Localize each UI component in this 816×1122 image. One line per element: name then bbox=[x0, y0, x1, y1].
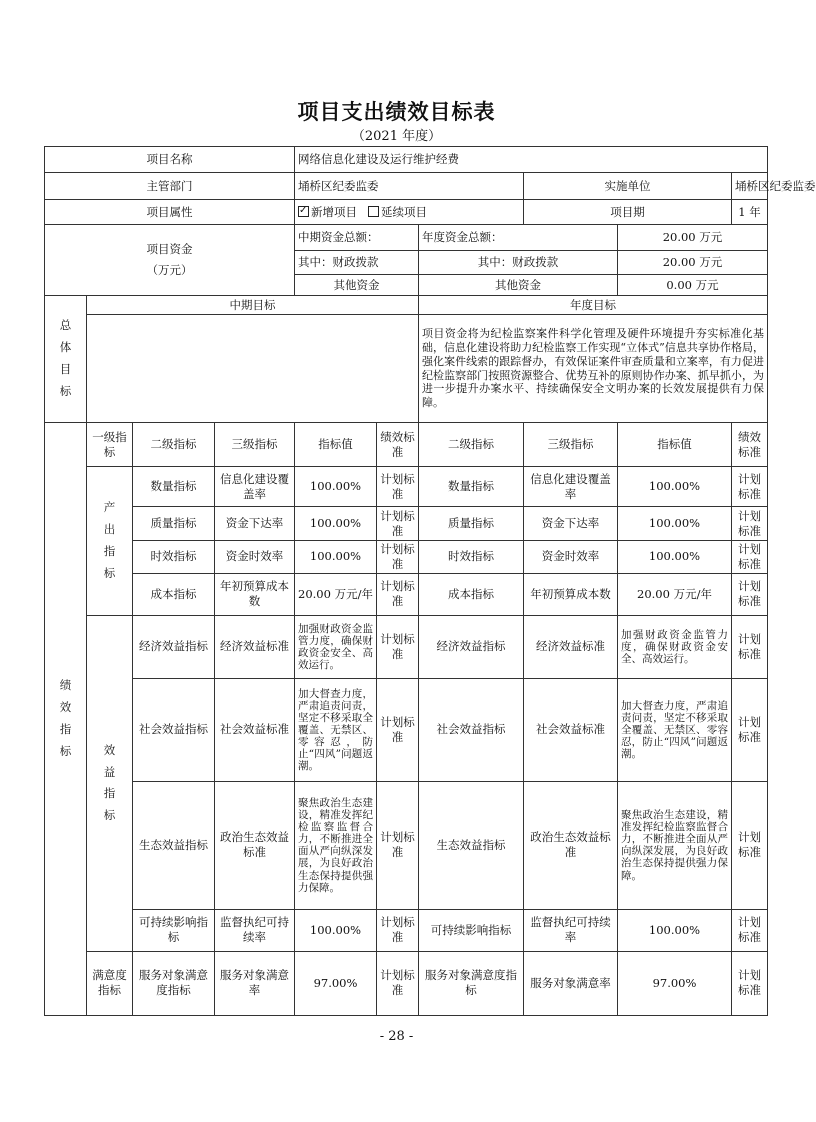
cell-l3-b: 监督执纪可持续率 bbox=[524, 909, 618, 951]
cell-std-b: 计划标准 bbox=[732, 951, 768, 1015]
header-standard-b: 绩效标准 bbox=[732, 423, 768, 467]
output-label-char: 标 bbox=[103, 565, 116, 580]
cell-value-b: 20.00 万元/年 bbox=[618, 573, 732, 615]
cell-l2: 生态效益指标 bbox=[133, 781, 215, 909]
output-label bbox=[87, 467, 133, 616]
attr-options bbox=[295, 200, 524, 225]
perf-label bbox=[45, 423, 87, 1016]
cell-value-b: 加强财政资金监管力度，确保财政资金安全、高效运行。 bbox=[618, 615, 732, 678]
goals-content-row bbox=[45, 315, 768, 423]
project-name-value: 网络信息化建设及运行维护经费 bbox=[295, 147, 768, 173]
header-standard: 绩效标准 bbox=[377, 423, 419, 467]
new-project-label: 新增项目 bbox=[311, 204, 357, 219]
output-label-char: 指 bbox=[103, 543, 116, 558]
perf-label-char: 标 bbox=[59, 743, 72, 758]
continue-project-checkbox[interactable] bbox=[368, 206, 379, 217]
goals-label-char: 标 bbox=[59, 383, 72, 398]
funds-label bbox=[45, 225, 295, 296]
dept-value: 埇桥区纪委监委 bbox=[295, 173, 524, 200]
table-row bbox=[45, 615, 768, 678]
cell-l2: 服务对象满意度指标 bbox=[133, 951, 215, 1015]
cell-value: 100.00% bbox=[295, 909, 377, 951]
output-label-char: 产 bbox=[103, 500, 116, 515]
cell-std-b: 计划标准 bbox=[732, 541, 768, 574]
cell-std: 计划标准 bbox=[377, 541, 419, 574]
cell-std-b: 计划标准 bbox=[732, 573, 768, 615]
cell-std: 计划标准 bbox=[377, 507, 419, 541]
cell-std: 计划标准 bbox=[377, 467, 419, 507]
cell-l2: 可持续影响指标 bbox=[133, 909, 215, 951]
funds-label-line2: （万元） bbox=[146, 263, 193, 277]
cell-std: 计划标准 bbox=[377, 781, 419, 909]
header-level3-b: 三级指标 bbox=[524, 423, 618, 467]
cell-std-b: 计划标准 bbox=[732, 678, 768, 781]
cell-l2: 数量指标 bbox=[133, 467, 215, 507]
attr-label: 项目属性 bbox=[45, 200, 295, 225]
cell-value-b: 100.00% bbox=[618, 541, 732, 574]
header-value: 指标值 bbox=[295, 423, 377, 467]
cell-value-b: 100.00% bbox=[618, 467, 732, 507]
cell-std: 计划标准 bbox=[377, 951, 419, 1015]
impl-label: 实施单位 bbox=[524, 173, 732, 200]
cell-l3: 监督执纪可持续率 bbox=[215, 909, 295, 951]
cell-std-b: 计划标准 bbox=[732, 467, 768, 507]
cell-l3: 年初预算成本数 bbox=[215, 573, 295, 615]
cell-l2-b: 质量指标 bbox=[419, 507, 524, 541]
project-name-label: 项目名称 bbox=[45, 147, 295, 173]
performance-table bbox=[44, 146, 816, 1016]
header-level2-b: 二级指标 bbox=[419, 423, 524, 467]
cell-l2-b: 经济效益指标 bbox=[419, 615, 524, 678]
cell-value-b: 聚焦政治生态建设，精准发挥纪检监察监督合力，不断推进全面从严向纵深发展，为良好政治生态保持提供强力保障。 bbox=[618, 781, 732, 909]
goals-label bbox=[45, 296, 87, 423]
cell-value: 97.00% bbox=[295, 951, 377, 1015]
perf-header-row bbox=[45, 423, 768, 467]
table-row bbox=[45, 541, 768, 574]
page-subtitle: （2021 年度） bbox=[351, 129, 442, 144]
cell-std-b: 计划标准 bbox=[732, 781, 768, 909]
table-row bbox=[45, 678, 768, 781]
benefit-label-char: 效 bbox=[103, 742, 116, 757]
cell-value: 加大督查力度，严肃追责问责，坚定不移采取全覆盖、无禁区、零容忍，防止“四风”问题返潮。 bbox=[295, 678, 377, 781]
cell-l3: 经济效益标准 bbox=[215, 615, 295, 678]
funds-total-row bbox=[45, 225, 768, 251]
perf-label-char: 指 bbox=[59, 721, 72, 736]
benefit-label-char: 指 bbox=[103, 786, 116, 801]
mid-goal-text bbox=[87, 315, 419, 423]
goals-label-char: 体 bbox=[59, 340, 72, 355]
header-level1: 一级指标 bbox=[87, 423, 133, 467]
mid-fiscal-label: 其中：财政拨款 bbox=[295, 251, 419, 275]
continue-project-label: 延续项目 bbox=[380, 204, 427, 219]
cell-l2: 社会效益指标 bbox=[133, 678, 215, 781]
cell-l3: 社会效益标准 bbox=[215, 678, 295, 781]
cell-value-b: 100.00% bbox=[618, 909, 732, 951]
funds-label-line1: 项目资金 bbox=[146, 242, 193, 257]
cell-value: 100.00% bbox=[295, 507, 377, 541]
cell-l2-b: 成本指标 bbox=[419, 573, 524, 615]
annual-other-label: 其他资金 bbox=[419, 275, 618, 296]
cell-std-b: 计划标准 bbox=[732, 507, 768, 541]
attr-row bbox=[45, 200, 768, 225]
output-label-char: 出 bbox=[103, 522, 116, 537]
goals-label-char: 总 bbox=[59, 318, 72, 333]
cell-l3-b: 信息化建设覆盖率 bbox=[524, 467, 618, 507]
table-row bbox=[45, 909, 768, 951]
annual-goal-text: 项目资金将为纪检监察案件科学化管理及硬件环境提升夯实标准化基础，信息化建设将助力纪检监察工作实现“立体式”信息共享协作格局，强化案件线索的跟踪督办，有效保证案件审查质量和立案率，有力促进纪检监察部门按照资源整合、优势互补的原则协作办案、抓早抓小，为进一步提升办案水平、持续确保安全文明办案的长效发展提供有力保障。 bbox=[419, 315, 768, 423]
page-title: 项目支出绩效目标表 bbox=[297, 100, 496, 124]
period-label: 项目期 bbox=[524, 200, 732, 225]
cell-l3: 信息化建设覆盖率 bbox=[215, 467, 295, 507]
table-row bbox=[45, 573, 768, 615]
page-number: - 28 - bbox=[379, 1029, 414, 1044]
annual-fiscal-label: 其中：财政拨款 bbox=[419, 251, 618, 275]
annual-total-value: 20.00 万元 bbox=[618, 225, 768, 251]
cell-value: 100.00% bbox=[295, 467, 377, 507]
cell-l2: 经济效益指标 bbox=[133, 615, 215, 678]
mid-goal-header: 中期目标 bbox=[87, 296, 419, 315]
cell-l2-b: 可持续影响指标 bbox=[419, 909, 524, 951]
cell-l3: 资金时效率 bbox=[215, 541, 295, 574]
impl-value: 埇桥区纪委监委 bbox=[732, 173, 768, 200]
table-row bbox=[45, 951, 768, 1015]
table-row bbox=[45, 467, 768, 507]
cell-value: 100.00% bbox=[295, 541, 377, 574]
table-row bbox=[45, 507, 768, 541]
cell-l3-b: 年初预算成本数 bbox=[524, 573, 618, 615]
benefit-label bbox=[87, 615, 133, 951]
goals-header-row bbox=[45, 296, 768, 315]
annual-total-label: 年度资金总额： bbox=[419, 225, 618, 251]
satisfaction-label: 满意度指标 bbox=[87, 951, 133, 1015]
cell-l2: 成本指标 bbox=[133, 573, 215, 615]
cell-l3-b: 社会效益标准 bbox=[524, 678, 618, 781]
dept-row bbox=[45, 173, 768, 200]
cell-value: 聚焦政治生态建设，精准发挥纪检监察监督合力，不断推进全面从严向纵深发展，为良好政治生态保持提供强力保障。 bbox=[295, 781, 377, 909]
cell-l3: 政治生态效益标准 bbox=[215, 781, 295, 909]
benefit-label-char: 标 bbox=[103, 808, 116, 823]
cell-std: 计划标准 bbox=[377, 678, 419, 781]
cell-value: 加强财政资金监管力度，确保财政资金安全、高效运行。 bbox=[295, 615, 377, 678]
cell-value-b: 97.00% bbox=[618, 951, 732, 1015]
header-level2: 二级指标 bbox=[133, 423, 215, 467]
cell-value: 20.00 万元/年 bbox=[295, 573, 377, 615]
header-value-b: 指标值 bbox=[618, 423, 732, 467]
cell-value-b: 100.00% bbox=[618, 507, 732, 541]
cell-l2-b: 服务对象满意度指标 bbox=[419, 951, 524, 1015]
dept-label: 主管部门 bbox=[45, 173, 295, 200]
cell-l2-b: 时效指标 bbox=[419, 541, 524, 574]
cell-l3-b: 资金时效率 bbox=[524, 541, 618, 574]
annual-goal-header: 年度目标 bbox=[419, 296, 768, 315]
cell-std: 计划标准 bbox=[377, 615, 419, 678]
header-level3: 三级指标 bbox=[215, 423, 295, 467]
mid-total-label: 中期资金总额： bbox=[295, 225, 419, 251]
goals-label-char: 目 bbox=[59, 362, 72, 376]
cell-l3-b: 经济效益标准 bbox=[524, 615, 618, 678]
cell-l2-b: 社会效益指标 bbox=[419, 678, 524, 781]
mid-other-label: 其他资金 bbox=[295, 275, 419, 296]
perf-label-char: 效 bbox=[59, 700, 72, 715]
cell-std-b: 计划标准 bbox=[732, 909, 768, 951]
perf-label-char: 绩 bbox=[59, 678, 72, 693]
cell-l2: 质量指标 bbox=[133, 507, 215, 541]
cell-l3: 资金下达率 bbox=[215, 507, 295, 541]
new-project-checkbox[interactable] bbox=[298, 206, 309, 217]
cell-l3-b: 服务对象满意率 bbox=[524, 951, 618, 1015]
cell-std-b: 计划标准 bbox=[732, 615, 768, 678]
annual-other-value: 0.00 万元 bbox=[618, 275, 768, 296]
cell-l3: 服务对象满意率 bbox=[215, 951, 295, 1015]
annual-fiscal-value: 20.00 万元 bbox=[618, 251, 768, 275]
cell-value-b: 加大督查力度，严肃追责问责，坚定不移采取全覆盖、无禁区、零容忍，防止“四风”问题返潮。 bbox=[618, 678, 732, 781]
table-row bbox=[45, 781, 768, 909]
cell-l2-b: 数量指标 bbox=[419, 467, 524, 507]
benefit-label-char: 益 bbox=[103, 764, 116, 779]
cell-l3-b: 政治生态效益标准 bbox=[524, 781, 618, 909]
period-value: 1 年 bbox=[732, 200, 768, 225]
cell-std: 计划标准 bbox=[377, 909, 419, 951]
project-name-row bbox=[45, 147, 768, 173]
cell-l2-b: 生态效益指标 bbox=[419, 781, 524, 909]
cell-std: 计划标准 bbox=[377, 573, 419, 615]
cell-l2: 时效指标 bbox=[133, 541, 215, 574]
cell-l3-b: 资金下达率 bbox=[524, 507, 618, 541]
